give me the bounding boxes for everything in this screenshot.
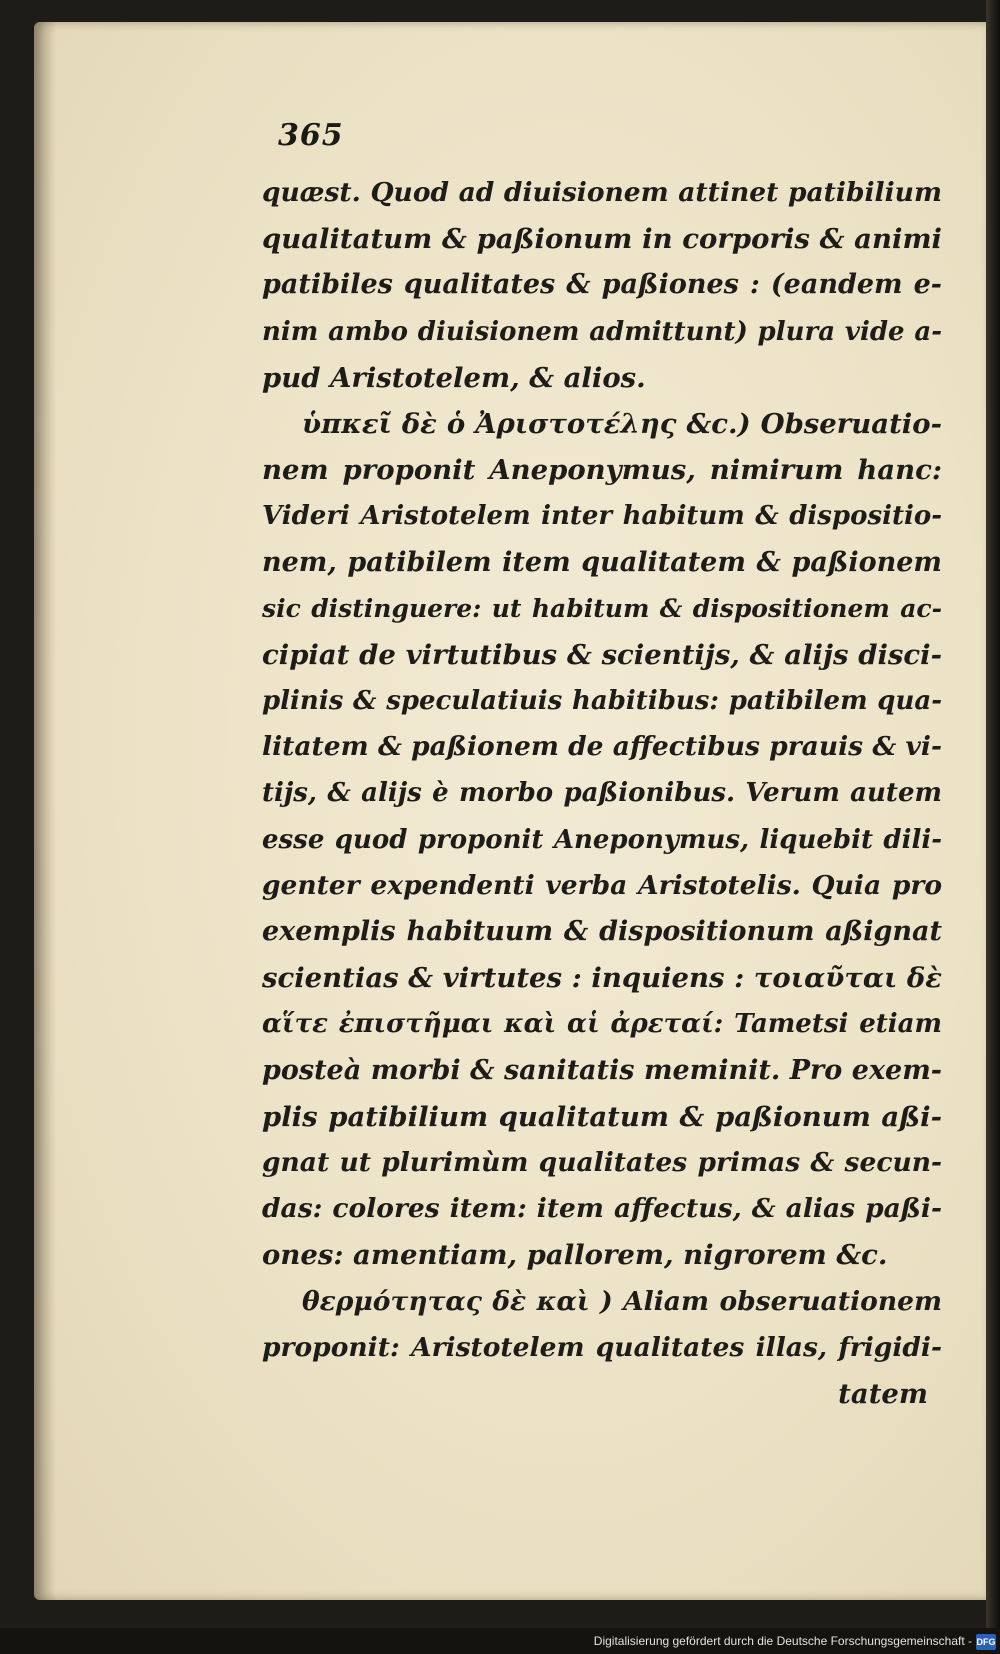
text-line: αἵτε ἐπιστῆμαι καὶ αἱ ἀρεταί: Tametsi etiam [262,1009,942,1040]
dfg-logo-icon: DFG [976,1634,996,1650]
text-line: sic distinguere: ut habitum & dispositionem ac- [262,593,942,623]
text-line: nem, patibilem item qualitatem & paßionem [262,546,942,578]
text-line: gnat ut plurimùm qualitates primas & secun- [262,1146,942,1178]
text-line: pud Aristotelem, & alios. [262,361,646,394]
funding-credit: Digitalisierung gefördert durch die Deutsche Forschungsgemeinschaft - [593,1634,972,1648]
text-line: proponit: Aristotelem qualitates illas, frigidi- [262,1331,942,1363]
text-line: ὑπκεῖ δὲ ὁ Ἀριστοτέλης &c.) Obseruatio- [302,407,942,440]
text-line: plinis & speculatiuis habitibus: patibilem qua- [262,686,942,717]
text-line: qualitatum & paßionum in corporis & animi [262,223,942,256]
text-line: posteà morbi & sanitatis meminit. Pro exem- [262,1054,942,1086]
text-line: cipiat de virtutibus & scientijs, & alijs disci- [262,638,942,671]
text-line: litatem & paßionem de affectibus prauis & vi- [262,731,942,763]
text-line: nem proponit Aneponymus, nimirum hanc: [262,454,942,487]
binding-edge [986,0,1000,1654]
page-number: 365 [278,118,344,153]
text-line: plis patibilium qualitatum & paßionum aßi- [262,1100,942,1133]
text-line: scientias & virtutes : inquiens : τοιαῦται δὲ [262,962,942,995]
text-line: tijs, & alijs è morbo paßionibus. Verum autem [262,778,942,809]
text-line: nim ambo diuisionem admittunt) plura vide a- [262,316,942,347]
text-line: das: colores item: item affectus, & alias paßi- [262,1193,942,1225]
page-gutter-shadow [34,22,56,1600]
catchword: tatem [838,1377,928,1410]
text-line: genter expendenti verba Aristotelis. Quia pro [262,869,942,901]
text-line: θερμότητας δὲ καὶ ) Aliam obseruationem [302,1285,942,1317]
text-line: quæst. Quod ad diuisionem attinet patibilium [262,177,942,208]
text-line: Videri Aristotelem inter habitum & dispositio- [262,501,942,532]
text-line: exemplis habituum & dispositionum aßignat [262,916,942,947]
text-line: ones: amentiam, pallorem, nigrorem &c. [262,1239,888,1272]
body-text [262,170,942,1417]
text-line: esse quod proponit Aneponymus, liquebit dili- [262,824,942,855]
text-line: patibiles qualitates & paßiones : (eandem e- [262,269,942,301]
